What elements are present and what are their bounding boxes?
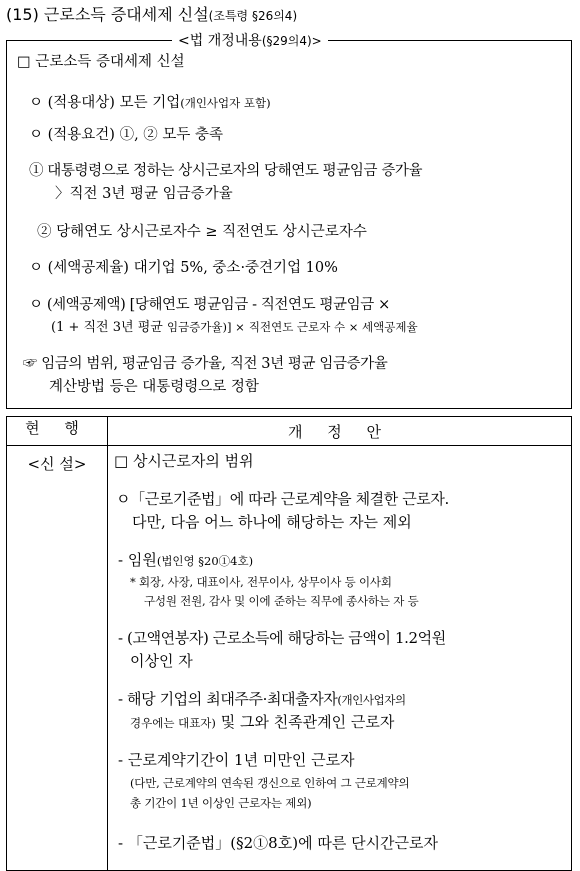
amendment-line-amount-b [51, 317, 418, 338]
proposed-sub3a [118, 689, 406, 710]
proposed-item1b: 다만, 다음 어느 하나에 해당하는 자는 제외 [132, 513, 412, 531]
amendment-line-condition1b: 〉직전 3년 평균 임금증가율 [55, 186, 233, 202]
amendment-line-rate: ㅇ (세액공제율) 대기업 5%, 중소·중견기업 10% [29, 260, 338, 276]
proposed-sub2b: 이상인 자 [130, 652, 193, 670]
proposed-sub4-note-a: (다만, 근로계약의 연속된 갱신으로 인하여 그 근로계약의 [130, 776, 410, 790]
amendment-box-title-ref: (§29의4)> [261, 34, 322, 48]
amendment-line-note-b: 계산방법 등은 대통령령으로 정함 [49, 379, 259, 395]
table-header-row [7, 417, 572, 446]
amendment-line-target-text: ㅇ (적용대상) 모든 기업 [29, 95, 181, 111]
proposed-cell [108, 446, 572, 871]
current-cell [7, 446, 108, 871]
amendment-line-condition2: ② 당해연도 상시근로자수 ≥ 직전연도 상시근로자수 [37, 224, 367, 240]
proposed-sub5: - 「근로기준법」(§2①8호)에 따른 단시간근로자 [118, 834, 439, 852]
current-cell-text: <신 설> [27, 455, 87, 473]
proposed-heading: □ 상시근로자의 범위 [114, 452, 254, 470]
proposed-sub1-ref: (법인영 §20①4호) [156, 554, 254, 568]
proposed-sub2a: - (고액연봉자) 근로소득에 해당하는 금액이 1.2억원 [118, 629, 446, 647]
comparison-table [6, 416, 572, 871]
proposed-sub3a-text: - 해당 기업의 최대주주·최대출자자 [118, 690, 338, 708]
section-title-ref: (조특령 §26의4) [208, 9, 298, 23]
amendment-box-title-text: <법 개정내용 [178, 33, 262, 49]
amendment-line-note-a: ☞ 임금의 범위, 평균임금 증가율, 직전 3년 평균 임금증가율 [23, 356, 388, 372]
amendment-box-title [172, 30, 328, 50]
proposed-sub1-note-b: 구성원 전원, 감사 및 이에 준하는 직무에 종사하는 자 등 [144, 594, 419, 608]
proposed-sub3a-small: (개인사업자의 [337, 693, 406, 707]
proposed-sub3b-small: 경우에는 대표자) [130, 716, 216, 730]
proposed-sub4: - 근로계약기간이 1년 미만인 근로자 [118, 751, 355, 769]
amendment-heading: □ 근로소득 증대세제 신설 [17, 54, 185, 70]
proposed-item1a: ㅇ「근로기준법」에 따라 근로계약을 체결한 근로자. [116, 490, 449, 508]
section-title-text: (15) 근로소득 증대세제 신설 [6, 5, 209, 24]
proposed-sub1-text: - 임원 [118, 551, 157, 569]
amendment-line-amount-a: ㅇ (세액공제액) [당해연도 평균임금 - 직전연도 평균임금 × [29, 297, 390, 313]
amendment-line-requirements: ㅇ (적용요건) ①, ② 모두 충족 [29, 127, 224, 143]
amendment-line-condition1a: ① 대통령령으로 정하는 상시근로자의 당해연도 평균임금 증가율 [29, 163, 423, 179]
header-current: 현 행 [7, 417, 108, 446]
proposed-sub3b [130, 712, 394, 733]
amendment-amount-b-small: 임금증가율)] × [166, 320, 245, 334]
amendment-amount-b-tail: 직전연도 근로자 수 × 세액공제율 [248, 320, 418, 334]
amendment-line-target [29, 93, 271, 113]
proposed-sub4-note-b: 총 기간이 1년 이상인 근로자는 제외) [130, 796, 312, 810]
amendment-amount-b-main: (1 + 직전 3년 평균 [51, 320, 163, 335]
proposed-sub1-note-a: * 회장, 사장, 대표이사, 전무이사, 상무이사 등 이사회 [130, 575, 392, 589]
amendment-line-target-note: (개인사업자 포함) [180, 96, 271, 110]
section-title [6, 2, 297, 25]
table-row [7, 446, 572, 871]
amendment-box [6, 33, 572, 409]
proposed-sub3b-text: 및 그와 친족관계인 근로자 [220, 713, 395, 731]
proposed-sub1 [118, 550, 253, 571]
header-proposed: 개 정 안 [108, 417, 572, 446]
